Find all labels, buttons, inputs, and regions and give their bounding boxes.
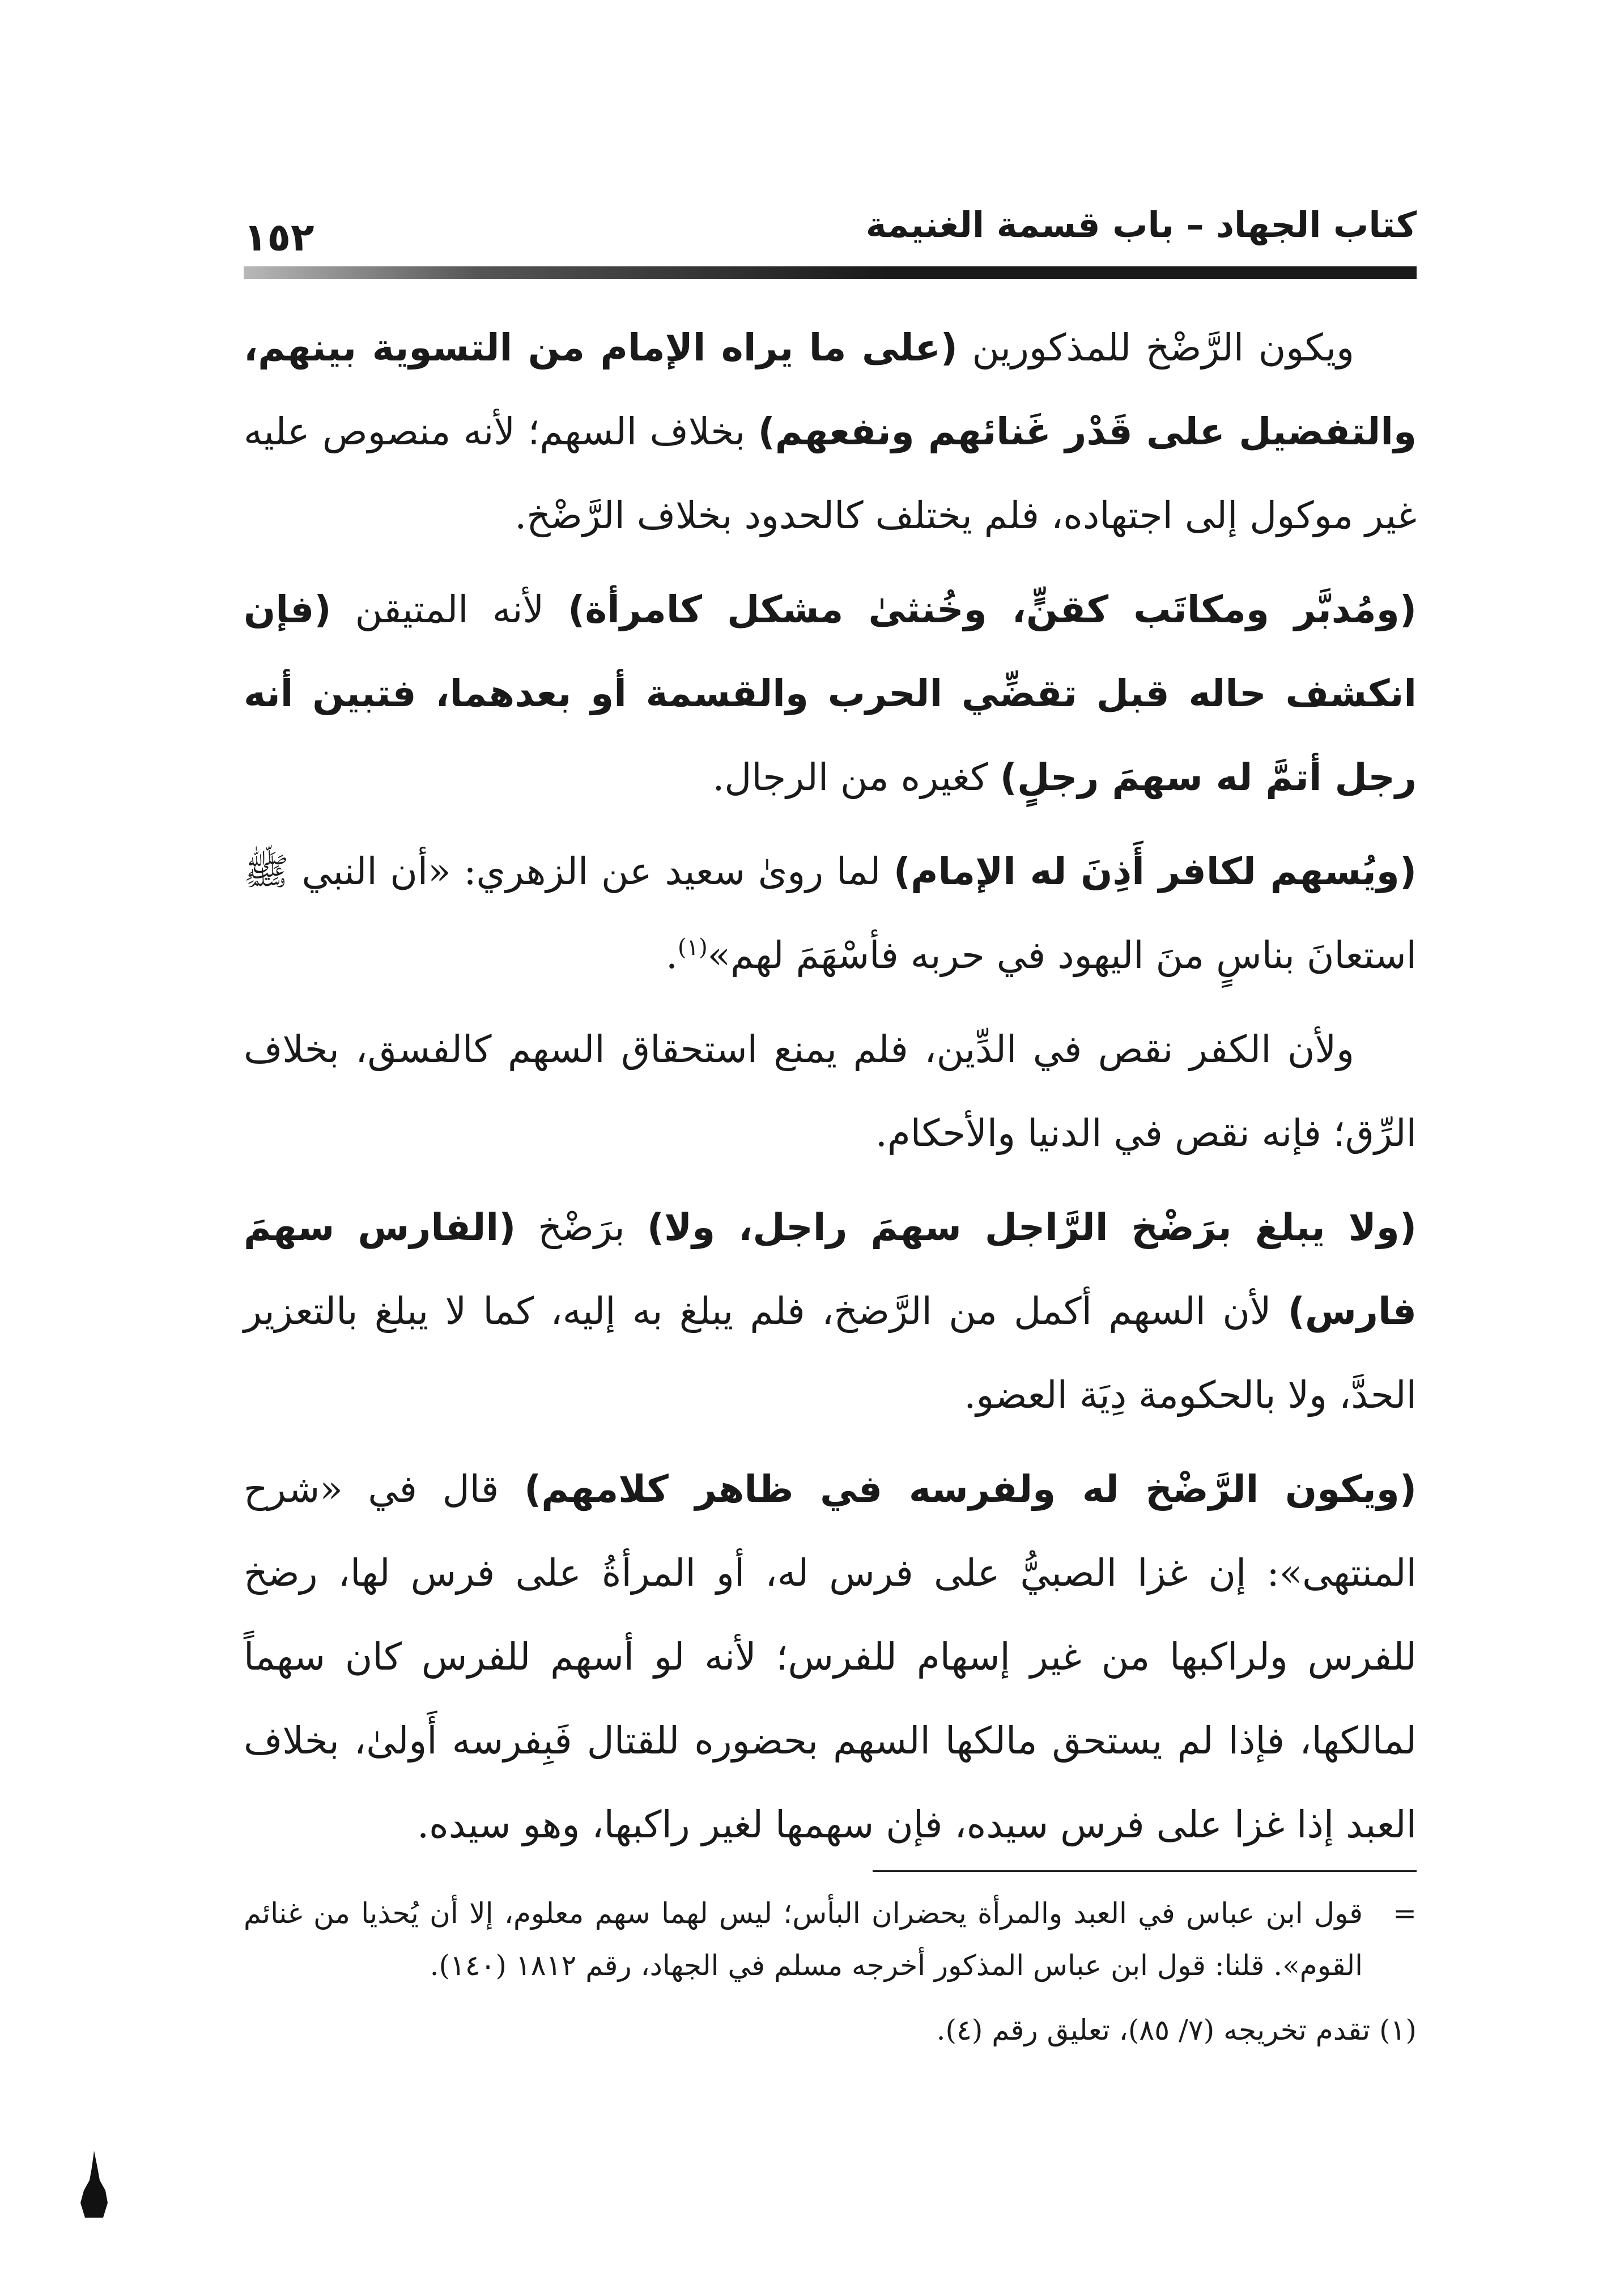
sharh-text: كغيره من الرجال. bbox=[712, 755, 1000, 799]
running-title: كتاب الجهاد – باب قسمة الغنيمة bbox=[865, 204, 1417, 245]
page-number: ١٥٢ bbox=[244, 215, 314, 260]
footnote-continuation bbox=[244, 1887, 1417, 1991]
matn-text: (فإن انكشف حاله قبل تقضِّي الحرب والقسمة أو بعدهما، فتبين أنه رجل أتمَّ له سهمَ رجلٍ) bbox=[244, 588, 1417, 799]
paragraph-5 bbox=[244, 1186, 1417, 1437]
paragraph-4 bbox=[244, 1008, 1417, 1175]
paragraph-6 bbox=[244, 1447, 1417, 1867]
paragraph-2 bbox=[244, 568, 1417, 819]
matn-text: (على ما يراه الإمام من التسوية بينهم، والتفضيل على قَدْر غَنائهم ونفعهم) bbox=[244, 326, 1417, 453]
sharh-text: بخلاف السهم؛ لأنه منصوص عليه غير موكول إلى اجتهاده، فلم يختلف كالحدود بخلاف الرَّضْخ. bbox=[244, 410, 1417, 537]
paragraph-1 bbox=[244, 306, 1417, 558]
paragraph-3 bbox=[244, 830, 1417, 997]
sharh-text: لما روىٰ سعيد عن الزهري: «أن النبي ﷺ استعانَ بناسٍ منَ اليهود في حربه فأسْهَمَ لهم» bbox=[244, 850, 1417, 977]
footnote-reference[interactable]: (١) bbox=[677, 935, 708, 961]
sharh-text: لأن السهم أكمل من الرَّضخ، فلم يبلغ به إليه، كما لا يبلغ بالتعزير الحدَّ، ولا بالحكومة دِيَة العضو. bbox=[244, 1289, 1417, 1417]
matn-text: (ولا يبلغ برَضْخ الرَّاجل سهمَ راجل، ولا) bbox=[647, 1205, 1417, 1249]
matn-text: (ومُدبَّر ومكاتَب كقنٍّ، وخُنثىٰ مشكل كامرأة) bbox=[568, 588, 1417, 631]
sharh-text: قال في «شرح المنتهى»: إن غزا الصبيُّ على فرس له، أو المرأةُ على فرس لها، رضخ للفرس ولراكبها من غير إسهام للفرس؛ لأنه لو أسهم للفرس كان سهماً لمالكها، فإذا لم يستحق مالكها السهم بحضوره للقتال فَبِفرسه أَولىٰ، بخلاف العبد إذا غزا على فرس سيده، فإن سهمها لغير راكبها، وهو سيده. bbox=[244, 1467, 1417, 1846]
footnotes bbox=[244, 1887, 1417, 2056]
sharh-text: . bbox=[665, 933, 678, 977]
footnote-1: (١) تقدم تخريجه (٧/ ٨٥)، تعليق رقم (٤). bbox=[936, 2014, 1417, 2046]
footnote-continuation-text: قول ابن عباس في العبد والمرأة يحضران البأس؛ ليس لهما سهم معلوم، إلا أن يُحذيا من غنائم القوم». قلنا: قول ابن عباس المذكور أخرجه مسلم في الجهاد، رقم ١٨١٢ (١٤٠). bbox=[244, 1897, 1363, 1982]
sharh-text: ولأن الكفر نقص في الدِّين، فلم يمنع استحقاق السهم كالفسق، بخلاف الرِّق؛ فإنه نقص في الدنيا والأحكام. bbox=[244, 1027, 1417, 1155]
header-rule bbox=[244, 266, 1417, 279]
matn-text: (ويكون الرَّضْخ له ولفرسه في ظاهر كلامهم) bbox=[524, 1467, 1417, 1511]
matn-text: (ويُسهم لكافر أَذِنَ له الإمام) bbox=[893, 850, 1417, 893]
page-corner-mark bbox=[80, 2151, 108, 2218]
continuation-marker: = bbox=[1393, 1897, 1417, 1930]
sharh-text: لأنه المتيقن bbox=[331, 588, 568, 631]
matn-text: (الفارس سهمَ فارس) bbox=[244, 1205, 1417, 1333]
footnote-separator bbox=[873, 1870, 1417, 1872]
main-text bbox=[244, 306, 1417, 1877]
sharh-text: برَضْخ bbox=[516, 1205, 647, 1249]
running-header bbox=[244, 193, 1417, 261]
sharh-text: ويكون الرَّضْخ للمذكورين bbox=[957, 326, 1354, 370]
